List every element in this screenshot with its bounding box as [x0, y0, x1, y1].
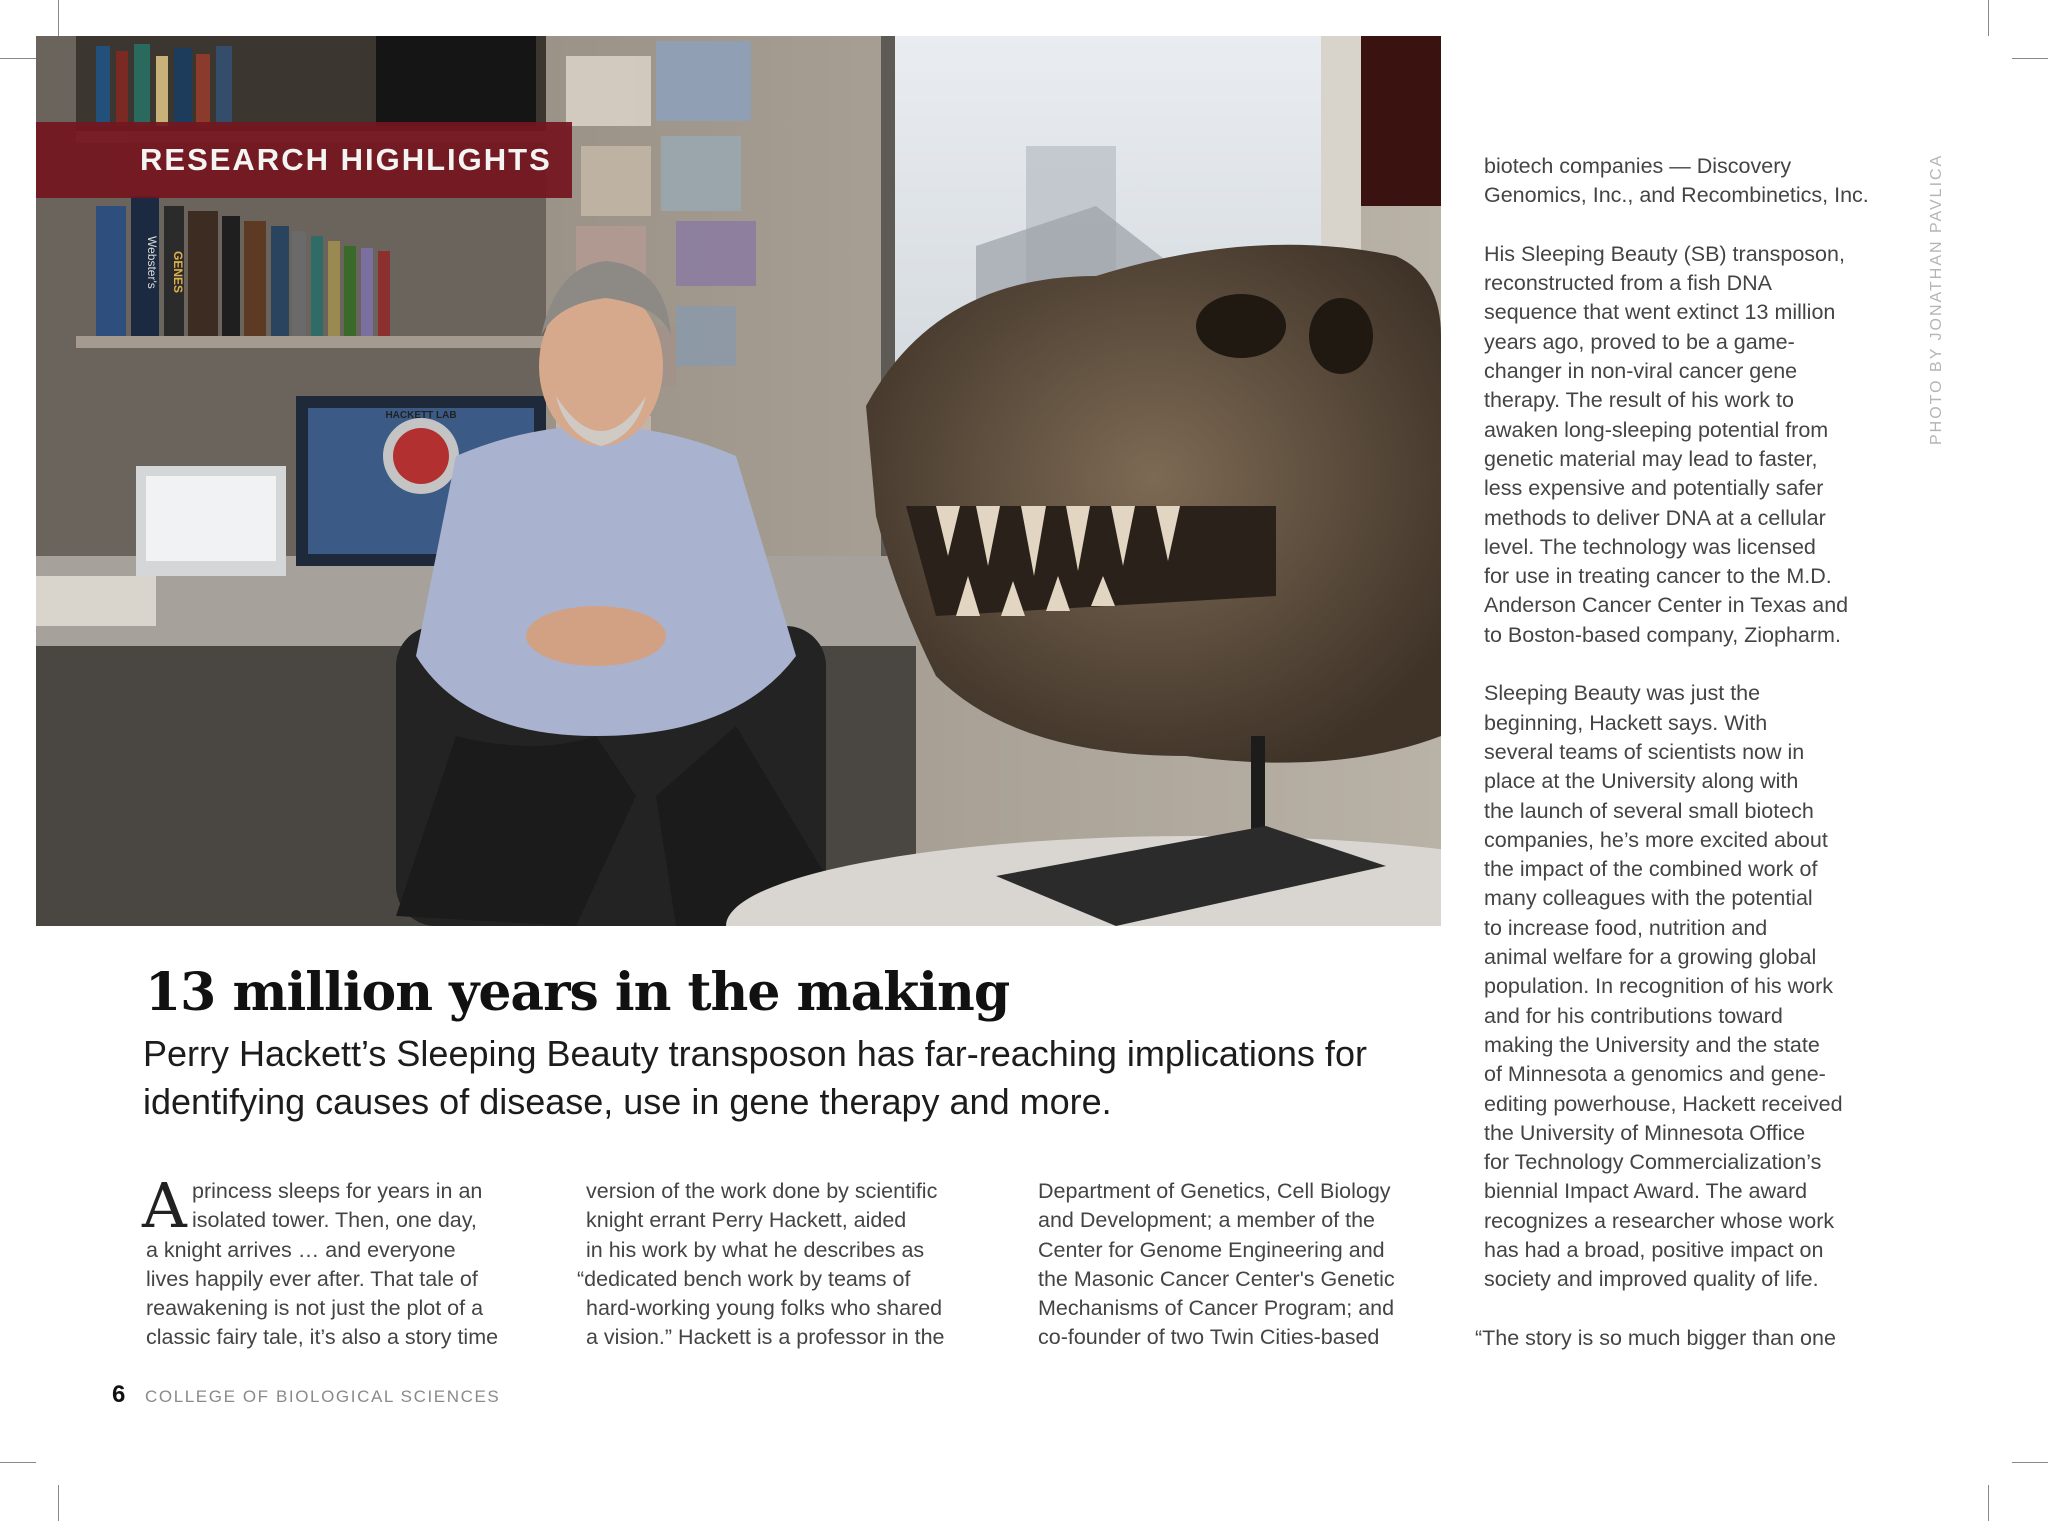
body-line: a knight arrives … and everyone [146, 1237, 456, 1262]
crop-mark [2012, 1462, 2048, 1463]
body-line: place at the University along with [1484, 769, 1799, 794]
body-line: genetic material may lead to faster, [1484, 446, 1818, 471]
body-line: lives happily ever after. That tale of [146, 1266, 478, 1291]
body-line: editing powerhouse, Hackett received [1484, 1091, 1843, 1116]
article-headline: 13 million years in the making [145, 962, 1010, 1023]
body-line: “The story is so much bigger than one [1475, 1325, 1836, 1350]
body-line: society and improved quality of life. [1484, 1267, 1819, 1292]
article-subhead: Perry Hackett’s Sleeping Beauty transposon has far-reaching implications for identifying causes of disease, use in gene therapy and more. [143, 1033, 1367, 1122]
body-line: knight errant Perry Hackett, aided [586, 1208, 907, 1233]
body-line: “dedicated bench work by teams of [577, 1266, 911, 1291]
body-line: years ago, proved to be a game- [1484, 329, 1795, 354]
body-line: to Boston-based company, Ziopharm. [1484, 622, 1841, 647]
body-line: hard-working young folks who shared [586, 1296, 943, 1321]
body-line: Sleeping Beauty was just the [1484, 681, 1761, 706]
body-line: and Development; a member of the [1038, 1208, 1376, 1233]
body-line: co-founder of two Twin Cities-based [1038, 1325, 1380, 1350]
section-banner-label: RESEARCH HIGHLIGHTS [140, 142, 552, 177]
body-line: isolated tower. Then, one day, [192, 1208, 477, 1233]
body-line: in his work by what he describes as [586, 1237, 925, 1262]
body-line: a vision.” Hackett is a professor in the [586, 1325, 945, 1350]
body-line: many colleagues with the potential [1484, 886, 1813, 911]
body-line: population. In recognition of his work [1484, 974, 1833, 999]
body-line: princess sleeps for years in an [192, 1179, 483, 1203]
body-line: Department of Genetics, Cell Biology [1038, 1179, 1391, 1203]
body-line: version of the work done by scientific [586, 1179, 938, 1203]
body-column-3 [1038, 1177, 1458, 1353]
body-line: beginning, Hackett says. With [1484, 710, 1768, 735]
body-line: classic fairy tale, it’s also a story time [146, 1325, 499, 1350]
body-line: to increase food, nutrition and [1484, 915, 1768, 940]
body-column-4 [1475, 152, 1904, 1353]
drop-cap: A [142, 1169, 187, 1242]
body-line: the Masonic Cancer Center's Genetic [1038, 1266, 1395, 1291]
body-line: reawakening is not just the plot of a [146, 1296, 484, 1321]
crop-mark [58, 0, 59, 36]
body-line: reconstructed from a fish DNA [1484, 271, 1772, 296]
crop-mark [1988, 0, 1989, 36]
body-line: therapy. The result of his work to [1484, 388, 1794, 413]
publication-name: COLLEGE OF BIOLOGICAL SCIENCES [145, 1387, 501, 1406]
body-line: companies, he’s more excited about [1484, 827, 1828, 852]
body-line: several teams of scientists now in [1484, 739, 1805, 764]
body-line: Genomics, Inc., and Recombinetics, Inc. [1484, 183, 1869, 208]
body-column-2 [577, 1177, 1006, 1353]
body-line: awaken long-sleeping potential from [1484, 417, 1829, 442]
crop-mark [2012, 58, 2048, 59]
body-line: biennial Impact Award. The award [1484, 1179, 1808, 1204]
body-line: methods to deliver DNA at a cellular [1484, 505, 1826, 530]
body-line: for Technology Commercialization’s [1484, 1150, 1822, 1175]
lab-logo-text: HACKETT LAB [385, 410, 457, 421]
body-line [1484, 1295, 1904, 1324]
body-line: His Sleeping Beauty (SB) transposon, [1484, 241, 1845, 266]
book-spine-label: Webster's [145, 236, 159, 289]
section-banner [36, 122, 572, 198]
crop-mark [58, 1485, 59, 1521]
body-line: has had a broad, positive impact on [1484, 1237, 1824, 1262]
body-line: Anderson Cancer Center in Texas and [1484, 593, 1849, 618]
body-line: animal welfare for a growing global [1484, 945, 1817, 970]
crop-mark [0, 1462, 36, 1463]
body-line [1484, 650, 1904, 679]
body-column-1 [146, 1177, 546, 1353]
body-line [1484, 211, 1904, 240]
body-line: Mechanisms of Cancer Program; and [1038, 1296, 1395, 1321]
body-line: Center for Genome Engineering and [1038, 1237, 1385, 1262]
body-line: level. The technology was licensed [1484, 534, 1816, 559]
body-line: less expensive and potentially safer [1484, 476, 1824, 501]
bookshelf-top [76, 36, 546, 131]
body-line: the impact of the combined work of [1484, 857, 1818, 882]
body-line: the launch of several small biotech [1484, 798, 1814, 823]
body-line: changer in non-viral cancer gene [1484, 359, 1798, 384]
body-line: of Minnesota a genomics and gene- [1484, 1062, 1826, 1087]
body-line: and for his contributions toward [1484, 1003, 1783, 1028]
crop-mark [0, 58, 36, 59]
body-line: the University of Minnesota Office [1484, 1120, 1806, 1145]
body-line: recognizes a researcher whose work [1484, 1208, 1835, 1233]
body-line: for use in treating cancer to the M.D. [1484, 564, 1832, 589]
book-spine-label: GENES [171, 251, 185, 294]
page-number: 6 [112, 1381, 126, 1408]
body-line: biotech companies — Discovery [1484, 154, 1792, 178]
body-line: making the University and the state [1484, 1032, 1820, 1057]
body-line: sequence that went extinct 13 million [1484, 300, 1836, 325]
crop-mark [1988, 1485, 1989, 1521]
trex-skull [866, 245, 1441, 763]
photo-credit: PHOTO BY JONATHAN PAVLICA [1928, 153, 1945, 445]
